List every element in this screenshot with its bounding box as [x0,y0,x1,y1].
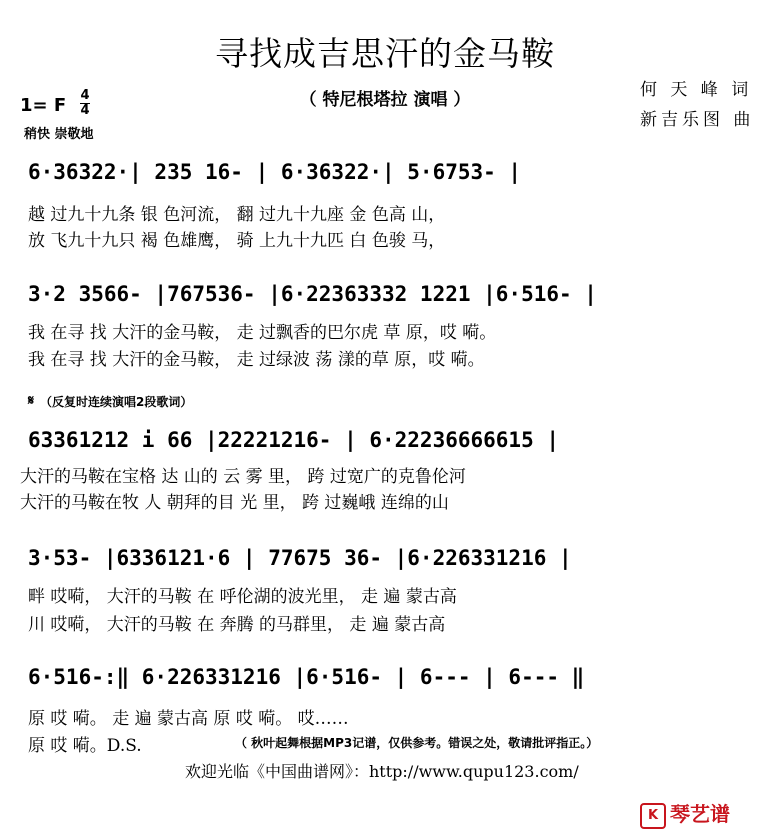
repeat-instruction: （反复时连续演唱2段歌词） [40,395,193,409]
song-title: 寻找成吉思汗的金马鞍 [215,34,555,73]
lyric-line-5-verse-1: 原 哎 嗬。 走 遍 蒙古高 原 哎 嗬。 哎…… [28,709,349,729]
key-signature: 1= F [20,95,67,116]
logo-text: 琴艺谱 [670,802,730,826]
composer-credit: 新吉乐图 曲 [640,110,755,130]
notation-line-3: 63361212 i 66 |22221216- | 6·22236666615 | [28,428,560,452]
site-banner: 欢迎光临《中国曲谱网》：http://www.qupu123.com/ [185,762,579,781]
time-signature-top: 4 [80,88,90,103]
logo-icon: K [640,803,666,829]
time-signature [80,89,90,118]
notation-line-2: 3·2 3566- |767536- |6·22363332 1221 |6·516- | [28,282,597,306]
site-logo [640,798,730,829]
lyric-line-5-verse-2: 原 哎 嗬。D.S. [28,736,142,756]
notation-line-1: 6·36322·| 235 16- | 6·36322·| 5·6753- | [28,160,522,184]
lyric-line-4-verse-2: 川 哎嗬， 大汗的马鞍 在 奔腾 的马群里， 走 遍 蒙古高 [28,615,446,635]
lyric-line-2-verse-1: 我 在寻 找 大汗的金马鞍， 走 过飘香的巴尔虎 草 原，哎 嗬。 [28,323,497,343]
lyric-line-1-verse-2: 放 飞九十九只 褐 色雄鹰， 骑 上九十九匹 白 色骏 马， [28,231,446,251]
time-signature-bottom: 4 [80,103,90,118]
lyric-line-3-verse-2: 大汗的马鞍在牧 人 朝拜的目 光 里， 跨 过巍峨 连绵的山 [20,493,449,513]
lyric-line-1-verse-1: 越 过九十九条 银 色河流， 翻 过九十九座 金 色高 山， [28,205,446,225]
notation-line-4: 3·53- |6336121·6 | 77675 36- |6·226331216 | [28,546,572,570]
lyric-line-4-verse-1: 畔 哎嗬， 大汗的马鞍 在 呼伦湖的波光里， 走 遍 蒙古高 [28,587,457,607]
transcription-note: （ 秋叶起舞根据MP3记谱，仅供参考。错误之处，敬请批评指正。） [235,736,599,750]
notation-line-5: 6·516-:‖ 6·226331216 |6·516- | 6--- | 6--- ‖ [28,665,585,689]
lyric-line-3-verse-1: 大汗的马鞍在宝格 达 山的 云 雾 里， 跨 过宽广的克鲁伦河 [20,467,466,487]
lyricist-credit: 何 天 峰 词 [640,80,753,100]
tempo-marking: 稍快 崇敬地 [24,127,94,142]
lyric-line-2-verse-2: 我 在寻 找 大汗的金马鞍， 走 过绿波 荡 漾的草 原，哎 嗬。 [28,350,485,370]
segno-icon: 𝄋 [28,393,35,409]
performer-credit: （ 特尼根塔拉 演唱 ） [299,90,471,110]
